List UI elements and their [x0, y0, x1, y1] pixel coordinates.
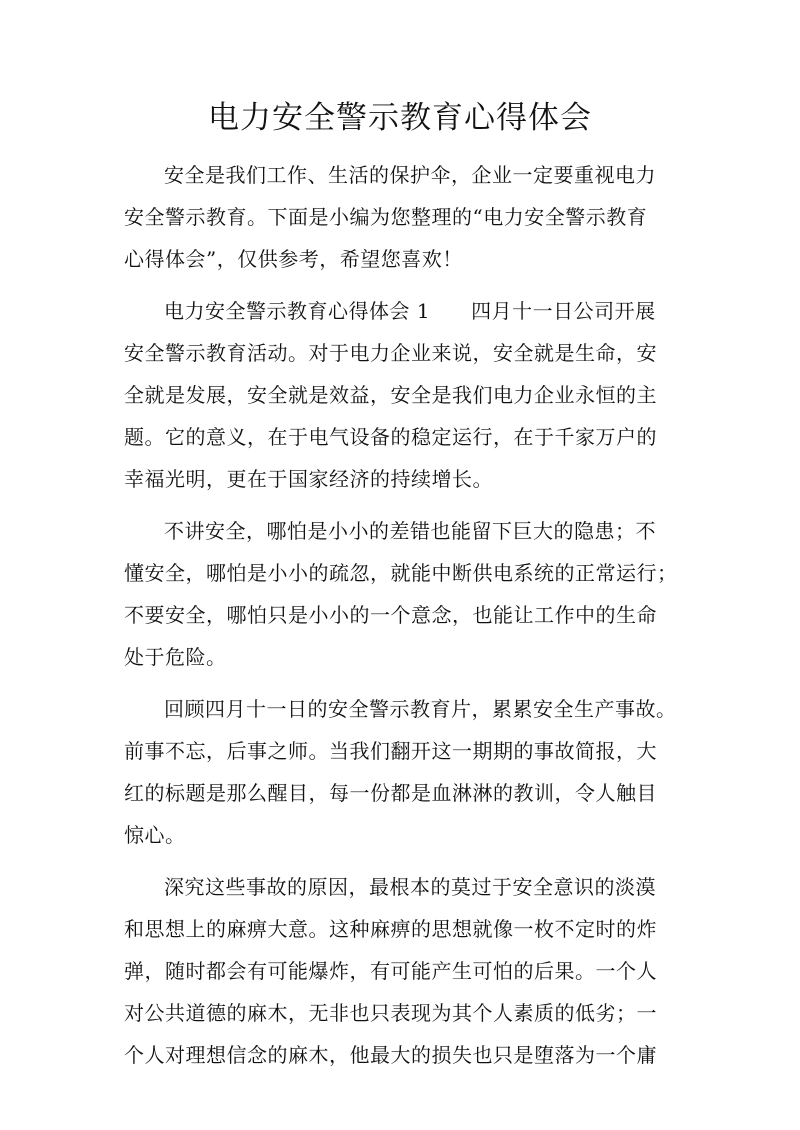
text-line: 惊心。 [124, 823, 186, 847]
text-line: 幸福光明，更在于国家经济的持续增长。 [124, 467, 493, 491]
text-line: 心得体会”，仅供参考，希望您喜欢！ [124, 247, 463, 271]
text-line: 弹，随时都会有可能爆炸，有可能产生可怕的后果。一个人 [124, 959, 657, 983]
text-line: 电力安全警示教育心得体会 1 四月十一日公司开展 [164, 299, 656, 323]
paragraph-safety [124, 510, 684, 678]
text-line: 懂安全，哪怕是小小的疏忽，就能中断供电系统的正常运行； [124, 561, 678, 585]
paragraph-causes [124, 866, 684, 1076]
text-line: 题。它的意义，在于电气设备的稳定运行，在于千家万户的 [124, 425, 657, 449]
paragraph-review [124, 688, 684, 856]
text-line: 回顾四月十一日的安全警示教育片，累累安全生产事故。 [164, 697, 677, 721]
text-line: 安全是我们工作、生活的保护伞，企业一定要重视电力 [164, 163, 656, 187]
text-line: 对公共道德的麻木，无非也只表现为其个人素质的低劣；一 [124, 1001, 657, 1025]
text-line: 深究这些事故的原因，最根本的莫过于安全意识的淡漠 [164, 875, 656, 899]
text-line: 处于危险。 [124, 645, 227, 669]
text-line: 前事不忘，后事之师。当我们翻开这一期期的事故简报，大 [124, 739, 657, 763]
text-line: 个人对理想信念的麻木，他最大的损失也只是堕落为一个庸 [124, 1043, 657, 1067]
text-line: 不讲安全，哪怕是小小的差错也能留下巨大的隐患；不 [164, 519, 656, 543]
text-line: 安全警示教育。下面是小编为您整理的“电力安全警示教育 [124, 205, 648, 229]
text-line: 不要安全，哪怕只是小小的一个意念，也能让工作中的生命 [124, 603, 657, 627]
text-line: 红的标题是那么醒目，每一份都是血淋淋的教训，令人触目 [124, 781, 657, 805]
paragraph-activity [124, 290, 684, 500]
document-body [124, 154, 684, 1086]
document-title: 电力安全警示教育心得体会 [208, 100, 592, 136]
text-line: 安全警示教育活动。对于电力企业来说，安全就是生命，安 [124, 341, 657, 365]
paragraph-intro [124, 154, 684, 280]
text-line: 全就是发展，安全就是效益，安全是我们电力企业永恒的主 [124, 383, 657, 407]
text-line: 和思想上的麻痹大意。这种麻痹的思想就像一枚不定时的炸 [124, 917, 657, 941]
